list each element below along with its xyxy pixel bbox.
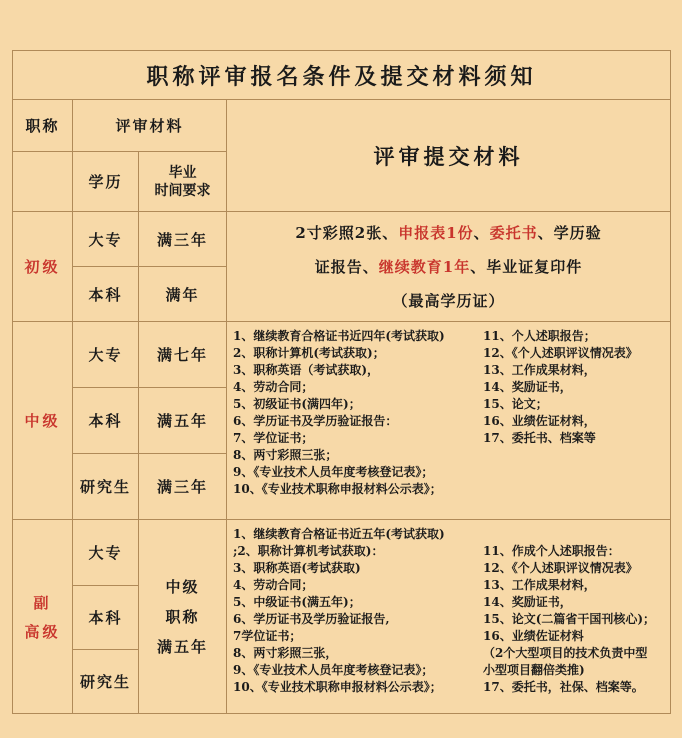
chuji-line-3: （最高学历证） — [392, 291, 505, 310]
zhongji-list-right: 11、个人述职报告； 12、《个人述职评议情况表》 13、工作成果材料， 14、奖励证书， 15、论文； 16、业绩佐证材料， 17、委托书、档案等 — [483, 329, 638, 445]
zhongji-list-left: 1、继续教育合格证书近四年(考试获取) 2、职称计算机(考试获取)； 3、职称英语（考试获取)， 4、劳动合同； 5、初级证书(满四年)； 6、学历证书及学历验证报告： 7、学位证书； 8、两寸彩照三张； 9、《专业技术人员年度考核登记表》； 10、《专业技术职称申报材料公示表》； — [233, 329, 445, 496]
header-title-label: 职称 — [13, 100, 73, 152]
chuji-line-2: 证报告、继续教育1年、毕业证复印件 — [314, 257, 583, 276]
fuji-list-left: 1、继续教育合格证书近五年(考试获取) ;2、职称计算机考试获取)： 3、职称英语(考试获取) 4、劳动合同； 5、中级证书(满五年)； 6、学历证书及学历验证报告, 7学位证书； 8、两寸彩照三张， 9、《专业技术人员年度考核登记表》； 10、《专业技术职称申报材料公示表》； — [233, 527, 445, 694]
zhongji-years-2: 满五年 — [139, 388, 227, 454]
header-edu-label: 学历 — [73, 152, 139, 212]
chuji-years-1: 满三年 — [139, 212, 227, 267]
zhongji-materials — [227, 322, 671, 520]
header-submit-label: 评审提交材料 — [227, 100, 671, 212]
zhongji-years-1: 满七年 — [139, 322, 227, 388]
zhongji-edu-1: 大专 — [73, 322, 139, 388]
fuji-materials — [227, 520, 671, 714]
fuji-edu-3: 研究生 — [73, 650, 139, 714]
level-fuji-line2: 高级 — [24, 622, 61, 641]
level-zhongji: 中级 — [13, 322, 73, 520]
fuji-edu-1: 大专 — [73, 520, 139, 586]
fuji-edu-2: 本科 — [73, 586, 139, 650]
chuji-materials — [227, 212, 671, 322]
header-blank — [13, 152, 73, 212]
fuji-years: 中级 职称 满五年 — [139, 520, 227, 714]
level-fuji-line1: 副 — [33, 593, 52, 612]
zhongji-edu-3: 研究生 — [73, 454, 139, 520]
level-fuji — [13, 520, 73, 714]
header-materials-label: 评审材料 — [73, 100, 227, 152]
chuji-edu-1: 大专 — [73, 212, 139, 267]
header-years-line2: 时间要求 — [154, 182, 211, 199]
header-years-label — [139, 152, 227, 212]
requirements-sheet — [12, 50, 670, 715]
page-title: 职称评审报名条件及提交材料须知 — [13, 51, 671, 100]
header-years-line1: 毕业 — [168, 164, 197, 181]
level-chuji: 初级 — [13, 212, 73, 322]
chuji-years-2: 满年 — [139, 267, 227, 322]
chuji-line-1: 2寸彩照2张、申报表1份、委托书、学历验 — [295, 223, 602, 242]
zhongji-years-3: 满三年 — [139, 454, 227, 520]
requirements-table — [12, 50, 671, 714]
fuji-list-right: 11、作成个人述职报告： 12、《个人述职评议情况表》 13、工作成果材料， 14、奖励证书， 15、论文(二篇省干国刊核心)； 16、业绩佐证材料 （2个大型项目的技术负责中型 小型项目翻倍类推) 17、委托书，社保、档案等。 — [483, 544, 656, 694]
zhongji-edu-2: 本科 — [73, 388, 139, 454]
chuji-edu-2: 本科 — [73, 267, 139, 322]
